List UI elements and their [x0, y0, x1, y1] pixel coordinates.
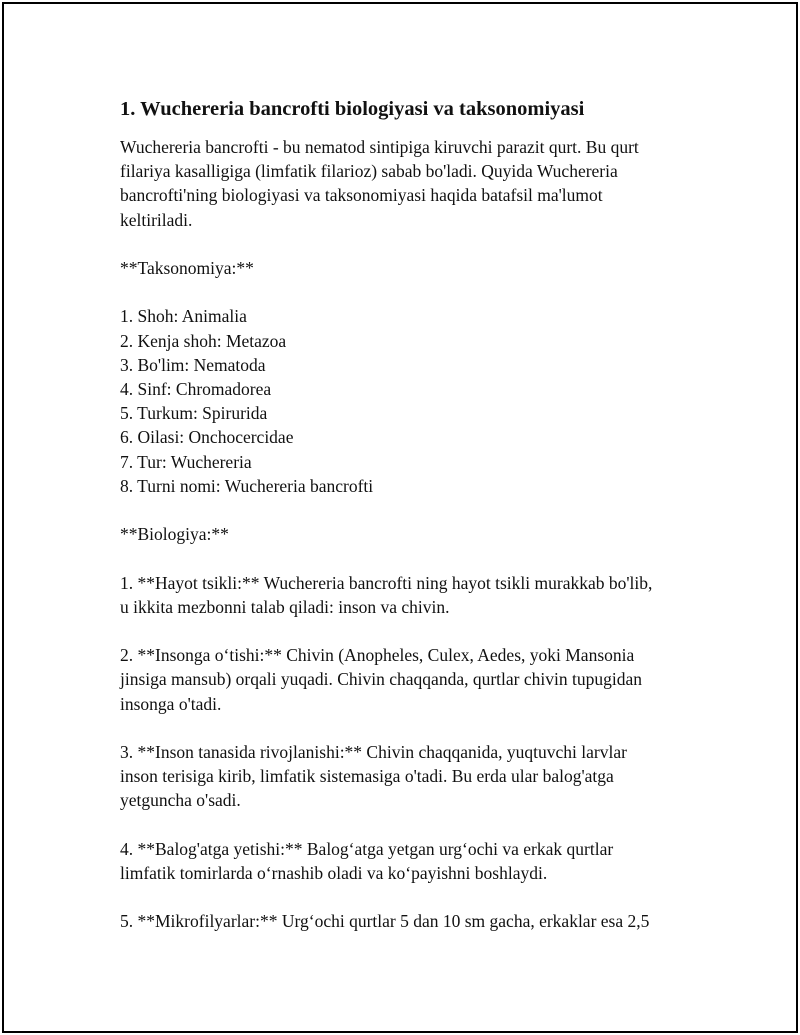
biology-line: jinsiga mansub) orqali yuqadi. Chivin chaqqanda, qurtlar chivin tupugidan [120, 669, 642, 690]
intro-line: keltiriladi. [120, 209, 193, 230]
biology-heading-text: **Biologiya:** [120, 524, 229, 545]
intro-line: filariya kasalligiga (limfatik filarioz) sabab bo'ladi. Quyida Wuchereria [120, 161, 618, 182]
intro-line: bancrofti'ning biologiyasi va taksonomiyasi haqida batafsil ma'lumot [120, 185, 603, 206]
biology-line: 5. **Mikrofilyarlar:** Urg‘ochi qurtlar 5 dan 10 sm gacha, erkaklar esa 2,5 [120, 911, 650, 932]
taxonomy-item: 2. Kenja shoh: Metazoa [120, 330, 287, 351]
biology-item-transmission [120, 643, 710, 716]
page-frame [2, 2, 798, 1033]
taxonomy-item: 3. Bo'lim: Nematoda [120, 354, 266, 375]
intro-paragraph [120, 135, 710, 232]
taxonomy-item: 7. Tur: Wuchereria [120, 451, 252, 472]
biology-heading [120, 522, 710, 546]
biology-line: u ikkita mezbonni talab qiladi: inson va chivin. [120, 596, 450, 617]
taxonomy-heading-text: **Taksonomiya:** [120, 258, 254, 278]
biology-line: 4. **Balog'atga yetishi:** Balog‘atga yetgan urg‘ochi va erkak qurtlar [120, 838, 614, 859]
biology-item-development [120, 740, 710, 813]
biology-item-life-cycle [120, 571, 710, 619]
taxonomy-item: 6. Oilasi: Onchocercidae [120, 427, 294, 448]
biology-line: 2. **Insonga o‘tishi:** Chivin (Anopheles, Culex, Aedes, yoki Mansonia [120, 645, 635, 666]
taxonomy-item: 1. Shoh: Animalia [120, 306, 247, 327]
biology-line: limfatik tomirlarda o‘rnashib oladi va ko‘payishni boshlaydi. [120, 862, 548, 883]
taxonomy-heading [120, 256, 710, 280]
biology-line: 1. **Hayot tsikli:** Wuchereria bancrofti ning hayot tsikli murakkab bo'lib, [120, 572, 653, 593]
document-body [120, 94, 710, 958]
taxonomy-item: 8. Turni nomi: Wuchereria bancrofti [120, 475, 374, 496]
intro-line: Wuchereria bancrofti - bu nematod sintipiga kiruvchi parazit qurt. Bu qurt [120, 137, 639, 157]
biology-line: 3. **Inson tanasida rivojlanishi:** Chivin chaqqanida, yuqtuvchi larvlar [120, 741, 627, 762]
biology-line: yetguncha o'sadi. [120, 790, 241, 811]
biology-line: inson terisiga kirib, limfatik sistemasiga o'tadi. Bu erda ular balog'atga [120, 766, 614, 787]
biology-line: insonga o'tadi. [120, 693, 222, 714]
taxonomy-list [120, 304, 710, 498]
taxonomy-item: 4. Sinf: Chromadorea [120, 379, 272, 399]
document-title: 1. Wuchereria bancrofti biologiyasi va taksonomiyasi [120, 98, 585, 120]
biology-item-maturation [120, 837, 710, 885]
taxonomy-item: 5. Turkum: Spirurida [120, 403, 268, 424]
biology-item-microfilariae [120, 909, 710, 933]
